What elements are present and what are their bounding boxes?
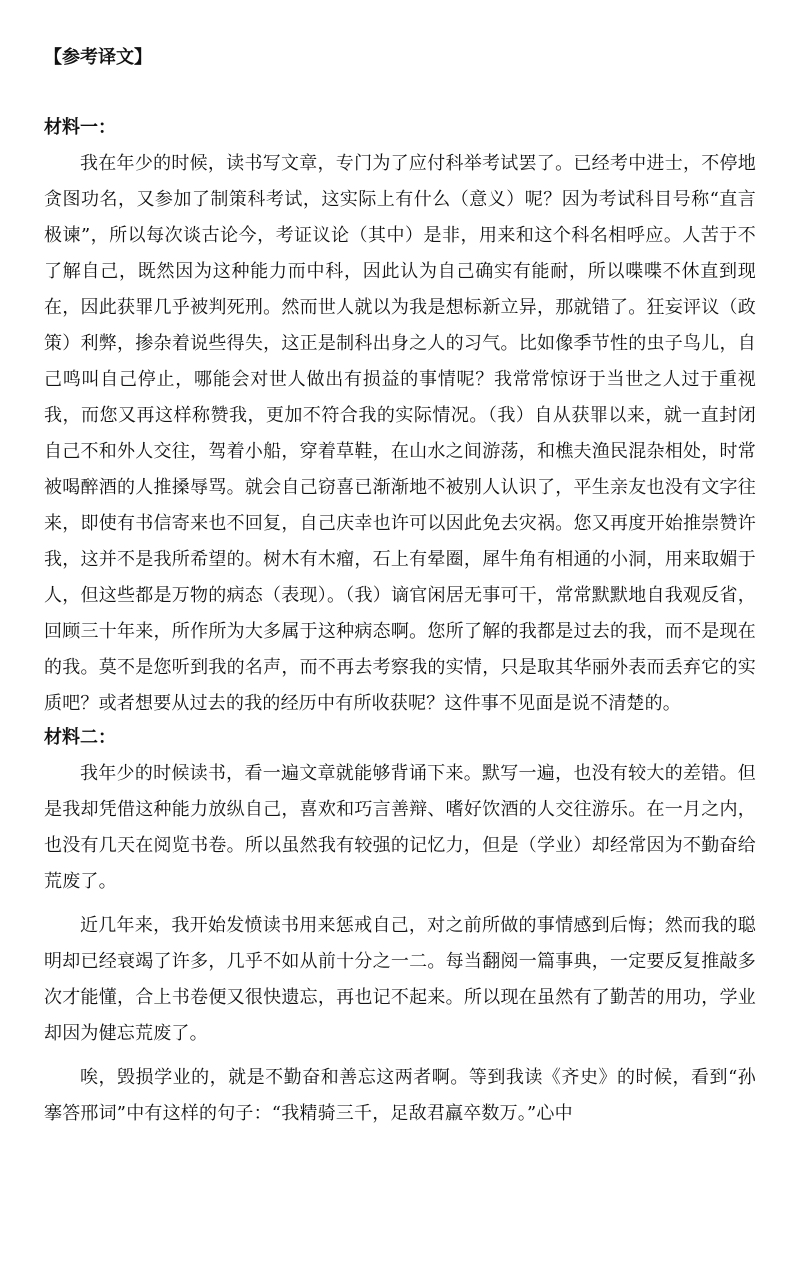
material-two-label: 材料二： xyxy=(44,727,116,748)
material-two-paragraph-2: 近几年来，我开始发愤读书用来惩戒自己，对之前所做的事情感到后悔；然而我的聪明却已经衰竭了许多，几乎不如从前十分之一二。每当翻阅一篇事典，一定要反复推敲多次才能懂，合上书卷便又很快遗忘，再也记不起来。所以现在虽然有了勤苦的用功，学业却因为健忘荒废了。 xyxy=(44,915,756,1044)
material-one-label: 材料一： xyxy=(44,117,116,138)
material-one-paragraph: 我在年少的时候，读书写文章，专门为了应付科举考试罢了。已经考中进士，不停地贪图功名，又参加了制策科考试，这实际上有什么（意义）呢？因为考试科目号称“直言极谏”，所以每次谈古论今，考证议论（其中）是非，用来和这个科名相呼应。人苦于不了解自己，既然因为这种能力而中科，因此认为自己确实有能耐，所以喋喋不休直到现在，因此获罪几乎被判死刑。然而世人就以为我是想标新立异，那就错了。狂妄评议（政策）利弊，掺杂着说些得失，这正是制科出身之人的习气。比如像季节性的虫子鸟儿，自己鸣叫自己停止，哪能会对世人做出有损益的事情呢？我常常惊讶于当世之人过于重视我，而您又再这样称赞我，更加不符合我的实际情况。（我）自从获罪以来，就一直封闭自己不和外人交往，驾着小船，穿着草鞋，在山水之间游荡，和樵夫渔民混杂相处，时常被喝醉酒的人推搡辱骂。就会自己窃喜已渐渐地不被别人认识了，平生亲友也没有文字往来，即使有书信寄来也不回复，自己庆幸也许可以因此免去灾祸。您又再度开始推崇赞许我，这并不是我所希望的。树木有木瘤，石上有晕圈，犀牛角有相通的小洞，用来取媚于人，但这些都是万物的病态（表现）。（我）谪官闲居无事可干，常常默默地自我观反省，回顾三十年来，所作所为大多属于这种病态啊。您所了解的我都是过去的我，而不是现在的我。莫不是您听到我的名声，而不再去考察我的实情，只是取其华丽外表而丢弃它的实质吧？或者想要从过去的我的经历中有所收获呢？这件事不见面是说不清楚的。 xyxy=(44,153,756,714)
material-two-paragraph-3: 唉，毁损学业的，就是不勤奋和善忘这两者啊。等到我读《齐史》的时候，看到“孙搴答邢词”中有这样的句子：“我精骑三千，足敌君羸卒数万。”心中 xyxy=(44,1067,756,1124)
page-heading: 【参考译文】 xyxy=(44,47,152,68)
material-two-paragraph-1: 我年少的时候读书，看一遍文章就能够背诵下来。默写一遍，也没有较大的差错。但是我却凭借这种能力放纵自己，喜欢和巧言善辩、嗜好饮酒的人交往游乐。在一月之内，也没有几天在阅览书卷。所以虽然我有较强的记忆力，但是（学业）却经常因为不勤奋给荒废了。 xyxy=(44,763,756,892)
